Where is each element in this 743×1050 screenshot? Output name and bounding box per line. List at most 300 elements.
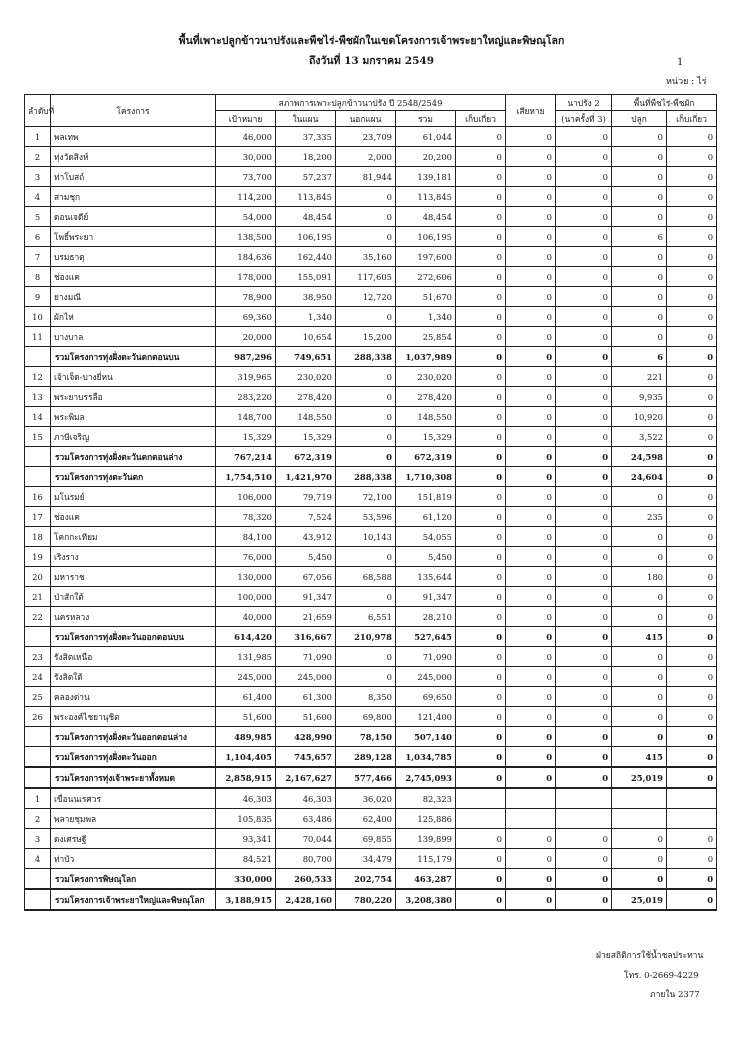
- out-plan-cell: 0: [336, 427, 396, 447]
- harvested-cell: 0: [456, 247, 506, 267]
- total-cell: 463,287: [396, 869, 456, 890]
- harvested-cell: 0: [456, 547, 506, 567]
- out-plan-cell: 288,338: [336, 467, 396, 487]
- table-row: [25, 829, 717, 849]
- damaged-cell: 0: [506, 347, 556, 367]
- footer-department: ฝ่ายสถิติการใช้น้ำชลประทาน: [596, 951, 704, 961]
- total-cell: 91,347: [396, 587, 456, 607]
- planted-cell: 0: [612, 869, 667, 890]
- row-index: 9: [25, 287, 51, 307]
- target-cell: 84,100: [216, 527, 276, 547]
- field-harvested-cell: 0: [667, 667, 717, 687]
- second-crop-cell: 0: [556, 487, 612, 507]
- field-harvested-cell: 0: [667, 307, 717, 327]
- data-table: [24, 94, 717, 911]
- damaged-cell: 0: [506, 287, 556, 307]
- row-index: 22: [25, 607, 51, 627]
- planted-cell: 0: [612, 167, 667, 187]
- field-harvested-cell: 0: [667, 487, 717, 507]
- damaged-cell: 0: [506, 627, 556, 647]
- planted-cell: 0: [612, 187, 667, 207]
- col-header-planted: ปลูก: [612, 111, 667, 127]
- in-plan-cell: 260,533: [276, 869, 336, 890]
- in-plan-cell: 67,056: [276, 567, 336, 587]
- in-plan-cell: 46,303: [276, 788, 336, 809]
- harvested-cell: 0: [456, 147, 506, 167]
- total-cell: 139,181: [396, 167, 456, 187]
- row-index: 14: [25, 407, 51, 427]
- planted-cell: 24,598: [612, 447, 667, 467]
- table-row: [25, 407, 717, 427]
- table-row: [25, 587, 717, 607]
- second-crop-cell: 0: [556, 187, 612, 207]
- planted-cell: [612, 788, 667, 809]
- total-cell: 1,034,785: [396, 747, 456, 768]
- in-plan-cell: 38,950: [276, 287, 336, 307]
- table-row: [25, 809, 717, 829]
- target-cell: 283,220: [216, 387, 276, 407]
- in-plan-cell: 51,600: [276, 707, 336, 727]
- planted-cell: 0: [612, 727, 667, 747]
- in-plan-cell: 61,300: [276, 687, 336, 707]
- project-name: ดอนเจดีย์: [51, 207, 216, 227]
- in-plan-cell: 43,912: [276, 527, 336, 547]
- table-row: [25, 647, 717, 667]
- project-name: ภาษีเจริญ: [51, 427, 216, 447]
- target-cell: 114,200: [216, 187, 276, 207]
- planted-cell: 25,019: [612, 889, 667, 910]
- out-plan-cell: 210,978: [336, 627, 396, 647]
- second-crop-cell: 0: [556, 427, 612, 447]
- damaged-cell: 0: [506, 889, 556, 910]
- total-cell: 1,037,989: [396, 347, 456, 367]
- unit-label: หน่วย : ไร่: [666, 77, 707, 87]
- in-plan-cell: 79,719: [276, 487, 336, 507]
- project-name: มโนรมย์: [51, 487, 216, 507]
- total-cell: 135,644: [396, 567, 456, 587]
- page-number: 1: [677, 57, 684, 68]
- harvested-cell: 0: [456, 767, 506, 788]
- second-crop-cell: 0: [556, 507, 612, 527]
- project-name: ช่องแค: [51, 267, 216, 287]
- field-harvested-cell: 0: [667, 849, 717, 869]
- harvested-cell: 0: [456, 727, 506, 747]
- planted-cell: 0: [612, 849, 667, 869]
- damaged-cell: 0: [506, 767, 556, 788]
- out-plan-cell: 81,944: [336, 167, 396, 187]
- harvested-cell: 0: [456, 447, 506, 467]
- col-header-harvested: เก็บเกี่ยว: [456, 111, 506, 127]
- total-cell: 5,450: [396, 547, 456, 567]
- target-cell: 489,985: [216, 727, 276, 747]
- out-plan-cell: 0: [336, 367, 396, 387]
- in-plan-cell: 63,486: [276, 809, 336, 829]
- table-row: [25, 707, 717, 727]
- second-crop-cell: 0: [556, 869, 612, 890]
- total-cell: 28,210: [396, 607, 456, 627]
- table-row: [25, 788, 717, 809]
- total-cell: 20,200: [396, 147, 456, 167]
- total-cell: 2,745,093: [396, 767, 456, 788]
- row-index: 18: [25, 527, 51, 547]
- damaged-cell: 0: [506, 869, 556, 890]
- planted-cell: 0: [612, 607, 667, 627]
- damaged-cell: [506, 809, 556, 829]
- row-index: 24: [25, 667, 51, 687]
- field-harvested-cell: 0: [667, 247, 717, 267]
- harvested-cell: 0: [456, 207, 506, 227]
- row-index: 25: [25, 687, 51, 707]
- grand-total-row: [25, 767, 717, 788]
- field-harvested-cell: 0: [667, 127, 717, 147]
- col-header-target: เป้าหมาย: [216, 111, 276, 127]
- total-cell: 48,454: [396, 207, 456, 227]
- field-harvested-cell: 0: [667, 727, 717, 747]
- row-index: 4: [25, 187, 51, 207]
- row-index: 11: [25, 327, 51, 347]
- harvested-cell: 0: [456, 527, 506, 547]
- grand-total-row: [25, 889, 717, 910]
- table-row: [25, 127, 717, 147]
- field-harvested-cell: 0: [667, 869, 717, 890]
- harvested-cell: 0: [456, 307, 506, 327]
- harvested-cell: 0: [456, 387, 506, 407]
- out-plan-cell: 36,020: [336, 788, 396, 809]
- planted-cell: 0: [612, 307, 667, 327]
- table-row: [25, 567, 717, 587]
- planted-cell: [612, 809, 667, 829]
- row-index: 12: [25, 367, 51, 387]
- project-name: ท่าโบสถ์: [51, 167, 216, 187]
- damaged-cell: 0: [506, 407, 556, 427]
- row-index: 19: [25, 547, 51, 567]
- planted-cell: 0: [612, 207, 667, 227]
- in-plan-cell: 37,335: [276, 127, 336, 147]
- damaged-cell: 0: [506, 547, 556, 567]
- table-row: [25, 849, 717, 869]
- in-plan-cell: 18,200: [276, 147, 336, 167]
- field-harvested-cell: 0: [667, 747, 717, 768]
- field-harvested-cell: [667, 809, 717, 829]
- in-plan-cell: 1,421,970: [276, 467, 336, 487]
- table-row: [25, 227, 717, 247]
- harvested-cell: 0: [456, 747, 506, 768]
- harvested-cell: 0: [456, 367, 506, 387]
- field-harvested-cell: 0: [667, 607, 717, 627]
- table-row: [25, 147, 717, 167]
- row-index: [25, 467, 51, 487]
- total-cell: 197,600: [396, 247, 456, 267]
- project-name: รวมโครงการทุ่งฝั่งตะวันตกตอนล่าง: [51, 447, 216, 467]
- table-row: [25, 287, 717, 307]
- project-name: มหาราช: [51, 567, 216, 587]
- row-index: 10: [25, 307, 51, 327]
- in-plan-cell: 15,329: [276, 427, 336, 447]
- out-plan-cell: 10,143: [336, 527, 396, 547]
- second-crop-cell: 0: [556, 627, 612, 647]
- field-harvested-cell: 0: [667, 567, 717, 587]
- target-cell: 30,000: [216, 147, 276, 167]
- target-cell: 69,360: [216, 307, 276, 327]
- damaged-cell: 0: [506, 267, 556, 287]
- second-crop-cell: 0: [556, 747, 612, 768]
- out-plan-cell: 69,800: [336, 707, 396, 727]
- project-name: รวมโครงการทุ่งฝั่งตะวันออกตอนล่าง: [51, 727, 216, 747]
- table-row: [25, 607, 717, 627]
- project-name: รวมโครงการทุ่งฝั่งตะวันตกตอนบน: [51, 347, 216, 367]
- planted-cell: 6: [612, 227, 667, 247]
- project-name: คลองด่าน: [51, 687, 216, 707]
- target-cell: 184,636: [216, 247, 276, 267]
- table-row: [25, 507, 717, 527]
- project-name: ยางมณี: [51, 287, 216, 307]
- project-name: รวมโครงการทุ่งตะวันตก: [51, 467, 216, 487]
- row-index: [25, 889, 51, 910]
- target-cell: 2,858,915: [216, 767, 276, 788]
- damaged-cell: 0: [506, 247, 556, 267]
- out-plan-cell: 0: [336, 447, 396, 467]
- second-crop-cell: 0: [556, 307, 612, 327]
- harvested-cell: 0: [456, 267, 506, 287]
- out-plan-cell: 0: [336, 407, 396, 427]
- col-header-damaged: เสียหาย: [506, 95, 556, 127]
- total-cell: 230,020: [396, 367, 456, 387]
- harvested-cell: 0: [456, 347, 506, 367]
- project-name: ผักไห่: [51, 307, 216, 327]
- harvested-cell: 0: [456, 707, 506, 727]
- damaged-cell: 0: [506, 587, 556, 607]
- project-name: เริงราง: [51, 547, 216, 567]
- table-row: [25, 187, 717, 207]
- row-index: 15: [25, 427, 51, 447]
- total-cell: 1,340: [396, 307, 456, 327]
- second-crop-cell: 0: [556, 687, 612, 707]
- project-name: ดงเศรษฐี: [51, 829, 216, 849]
- field-harvested-cell: 0: [667, 829, 717, 849]
- harvested-cell: [456, 809, 506, 829]
- field-harvested-cell: [667, 788, 717, 809]
- damaged-cell: 0: [506, 829, 556, 849]
- out-plan-cell: 577,466: [336, 767, 396, 788]
- target-cell: 15,329: [216, 427, 276, 447]
- field-harvested-cell: 0: [667, 187, 717, 207]
- second-crop-cell: 0: [556, 527, 612, 547]
- harvested-cell: 0: [456, 427, 506, 447]
- out-plan-cell: 0: [336, 587, 396, 607]
- project-name: พลเทพ: [51, 127, 216, 147]
- planted-cell: 180: [612, 567, 667, 587]
- total-cell: 278,420: [396, 387, 456, 407]
- in-plan-cell: 672,319: [276, 447, 336, 467]
- row-index: 26: [25, 707, 51, 727]
- second-crop-cell: 0: [556, 247, 612, 267]
- field-harvested-cell: 0: [667, 347, 717, 367]
- row-index: [25, 747, 51, 768]
- out-plan-cell: 0: [336, 547, 396, 567]
- in-plan-cell: 10,654: [276, 327, 336, 347]
- planted-cell: 0: [612, 147, 667, 167]
- project-name: โพธิ์พระยา: [51, 227, 216, 247]
- project-name: เจ้าเจ็ด-บางยี่หน: [51, 367, 216, 387]
- project-name: ป่าสักใต้: [51, 587, 216, 607]
- second-crop-cell: 0: [556, 287, 612, 307]
- total-cell: 51,670: [396, 287, 456, 307]
- field-harvested-cell: 0: [667, 287, 717, 307]
- planted-cell: 415: [612, 747, 667, 768]
- col-header-rice-group: สภาพการเพาะปลูกข้าวนาปรัง ปี 2548/2549: [216, 95, 506, 111]
- harvested-cell: 0: [456, 667, 506, 687]
- planted-cell: 6: [612, 347, 667, 367]
- in-plan-cell: 113,845: [276, 187, 336, 207]
- damaged-cell: 0: [506, 327, 556, 347]
- target-cell: 330,000: [216, 869, 276, 890]
- total-cell: 61,120: [396, 507, 456, 527]
- damaged-cell: [506, 788, 556, 809]
- damaged-cell: 0: [506, 367, 556, 387]
- second-crop-cell: 0: [556, 667, 612, 687]
- harvested-cell: 0: [456, 127, 506, 147]
- table-row: [25, 487, 717, 507]
- target-cell: 40,000: [216, 607, 276, 627]
- project-name: สามชุก: [51, 187, 216, 207]
- target-cell: 54,000: [216, 207, 276, 227]
- total-cell: 139,899: [396, 829, 456, 849]
- report-title: พื้นที่เพาะปลูกข้าวนาปรังและพืชไร่-พืชผักในเขตโครงการเจ้าพระยาใหญ่และพิษณุโลก: [178, 35, 565, 47]
- harvested-cell: 0: [456, 467, 506, 487]
- col-header-field-group: พื้นที่พืชไร่-พืชผัก: [612, 95, 717, 111]
- planted-cell: 0: [612, 587, 667, 607]
- total-cell: 527,645: [396, 627, 456, 647]
- planted-cell: 3,522: [612, 427, 667, 447]
- out-plan-cell: 0: [336, 667, 396, 687]
- target-cell: 767,214: [216, 447, 276, 467]
- report-date: ถึงวันที่ 13 มกราคม 2549: [308, 55, 435, 67]
- total-cell: 82,323: [396, 788, 456, 809]
- second-crop-cell: 0: [556, 207, 612, 227]
- target-cell: 319,965: [216, 367, 276, 387]
- row-index: [25, 869, 51, 890]
- planted-cell: 0: [612, 247, 667, 267]
- damaged-cell: 0: [506, 507, 556, 527]
- target-cell: 46,303: [216, 788, 276, 809]
- planted-cell: 0: [612, 267, 667, 287]
- subtotal-row: [25, 747, 717, 768]
- field-harvested-cell: 0: [667, 767, 717, 788]
- field-harvested-cell: 0: [667, 467, 717, 487]
- subtotal-row: [25, 467, 717, 487]
- out-plan-cell: 2,000: [336, 147, 396, 167]
- field-harvested-cell: 0: [667, 147, 717, 167]
- row-index: 21: [25, 587, 51, 607]
- col-header-in-plan: ในแผน: [276, 111, 336, 127]
- out-plan-cell: 34,479: [336, 849, 396, 869]
- field-harvested-cell: 0: [667, 547, 717, 567]
- damaged-cell: 0: [506, 687, 556, 707]
- row-index: [25, 447, 51, 467]
- field-harvested-cell: 0: [667, 647, 717, 667]
- planted-cell: 25,019: [612, 767, 667, 788]
- out-plan-cell: 0: [336, 227, 396, 247]
- col-header-second-crop-note: (นาครั้งที่ 3): [556, 111, 612, 127]
- target-cell: 20,000: [216, 327, 276, 347]
- target-cell: 76,000: [216, 547, 276, 567]
- field-harvested-cell: 0: [667, 587, 717, 607]
- subtotal-row: [25, 727, 717, 747]
- project-name: พลายชุมพล: [51, 809, 216, 829]
- second-crop-cell: 0: [556, 829, 612, 849]
- total-cell: 54,055: [396, 527, 456, 547]
- row-index: 2: [25, 147, 51, 167]
- project-name: โคกกะเทียม: [51, 527, 216, 547]
- in-plan-cell: 316,667: [276, 627, 336, 647]
- table-row: [25, 307, 717, 327]
- damaged-cell: 0: [506, 667, 556, 687]
- field-harvested-cell: 0: [667, 527, 717, 547]
- planted-cell: 0: [612, 647, 667, 667]
- table-row: [25, 527, 717, 547]
- subtotal-row: [25, 347, 717, 367]
- project-name: ท่าบัว: [51, 849, 216, 869]
- total-cell: 115,179: [396, 849, 456, 869]
- harvested-cell: 0: [456, 187, 506, 207]
- total-cell: 125,886: [396, 809, 456, 829]
- planted-cell: 0: [612, 127, 667, 147]
- row-index: [25, 767, 51, 788]
- target-cell: 78,900: [216, 287, 276, 307]
- planted-cell: 0: [612, 287, 667, 307]
- in-plan-cell: 745,657: [276, 747, 336, 768]
- total-cell: 61,044: [396, 127, 456, 147]
- row-index: 1: [25, 127, 51, 147]
- row-index: 1: [25, 788, 51, 809]
- project-name: พระองค์ไชยานุชิต: [51, 707, 216, 727]
- target-cell: 51,600: [216, 707, 276, 727]
- harvested-cell: 0: [456, 327, 506, 347]
- total-cell: 3,208,380: [396, 889, 456, 910]
- second-crop-cell: 0: [556, 127, 612, 147]
- in-plan-cell: 7,524: [276, 507, 336, 527]
- out-plan-cell: 53,596: [336, 507, 396, 527]
- planted-cell: 221: [612, 367, 667, 387]
- subtotal-row: [25, 627, 717, 647]
- total-cell: 245,000: [396, 667, 456, 687]
- total-cell: 151,819: [396, 487, 456, 507]
- total-cell: 25,854: [396, 327, 456, 347]
- damaged-cell: 0: [506, 147, 556, 167]
- second-crop-cell: 0: [556, 767, 612, 788]
- field-harvested-cell: 0: [667, 627, 717, 647]
- row-index: 23: [25, 647, 51, 667]
- target-cell: 130,000: [216, 567, 276, 587]
- footer-extension: ภายใน 2377: [650, 990, 700, 1000]
- table-row: [25, 667, 717, 687]
- second-crop-cell: 0: [556, 227, 612, 247]
- subtotal-row: [25, 869, 717, 890]
- row-index: 7: [25, 247, 51, 267]
- col-header-idx: ลำดับที่: [25, 95, 51, 127]
- target-cell: 46,000: [216, 127, 276, 147]
- target-cell: 61,400: [216, 687, 276, 707]
- planted-cell: 0: [612, 829, 667, 849]
- out-plan-cell: 62,400: [336, 809, 396, 829]
- target-cell: 178,000: [216, 267, 276, 287]
- in-plan-cell: 106,195: [276, 227, 336, 247]
- second-crop-cell: 0: [556, 447, 612, 467]
- out-plan-cell: 72,100: [336, 487, 396, 507]
- in-plan-cell: 21,659: [276, 607, 336, 627]
- target-cell: 1,754,510: [216, 467, 276, 487]
- harvested-cell: 0: [456, 407, 506, 427]
